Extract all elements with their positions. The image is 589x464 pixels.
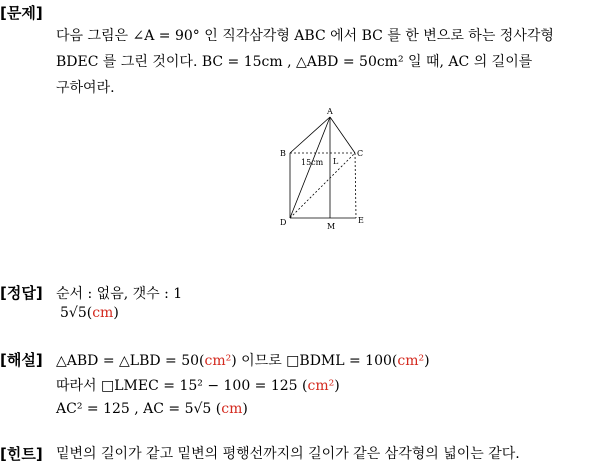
- answer-unit: cm: [92, 305, 114, 321]
- explanation-l2-unit: cm²: [307, 378, 335, 394]
- section-problem: [문제]: [0, 4, 43, 22]
- answer-meta: 순서 : 없음, 갯수 : 1: [56, 286, 183, 302]
- explanation-l3-unit: cm: [221, 401, 243, 417]
- geometry-figure: [270, 103, 380, 233]
- explanation-l1-unit2: cm²: [397, 353, 425, 369]
- explanation-line-3: [56, 401, 248, 417]
- edge-AD: [290, 117, 330, 218]
- edge-CE: [355, 153, 356, 218]
- label-D: D: [280, 218, 287, 227]
- problem-line-3: 구하여라.: [56, 80, 115, 96]
- label-L: L: [333, 157, 339, 166]
- label-E: E: [358, 216, 364, 225]
- explanation-l1-mid: ) 이므로 □BDML = 100(: [231, 353, 398, 369]
- hint-text: 밑변의 길이가 같고 밑변의 평행선까지의 길이가 같은 삼각형의 넓이는 같다.: [56, 446, 520, 462]
- problem-line-2: BDEC 를 그린 것이다. BC = 15cm , △ABD = 50cm² 일 때, AC 의 길이를: [56, 54, 533, 70]
- explanation-l2-end: ): [334, 378, 340, 394]
- label-C: C: [357, 149, 364, 158]
- explanation-line-1: [56, 350, 430, 370]
- explanation-l1-end: ): [424, 353, 430, 369]
- label-side-length: 15cm: [301, 158, 324, 167]
- label-B: B: [280, 149, 286, 158]
- explanation-l1-text: △ABD = △LBD = 50(: [56, 353, 205, 369]
- edge-AB: [290, 117, 330, 153]
- answer-value: 5√5: [60, 305, 87, 321]
- explanation-l2-text: 따라서 □LMEC = 15² − 100 = 125 (: [56, 378, 308, 394]
- section-hint: [힌트]: [0, 445, 43, 463]
- explanation-l3-text: AC² = 125 , AC = 5√5 (: [56, 401, 222, 417]
- section-answer: [정답]: [0, 284, 43, 302]
- problem-line-1: 다음 그림은 ∠A = 90° 인 직각삼각형 ABC 에서 BC 를 한 변으로 하는 정사각형: [56, 28, 554, 44]
- section-explanation: [해설]: [0, 351, 43, 369]
- explanation-l1-unit: cm²: [204, 353, 232, 369]
- explanation-line-2: [56, 375, 340, 395]
- label-M: M: [327, 222, 336, 231]
- label-A: A: [327, 107, 333, 116]
- explanation-l3-end: ): [242, 401, 248, 417]
- answer-value-line: 5√5(cm): [60, 305, 119, 321]
- edge-AC: [330, 117, 355, 153]
